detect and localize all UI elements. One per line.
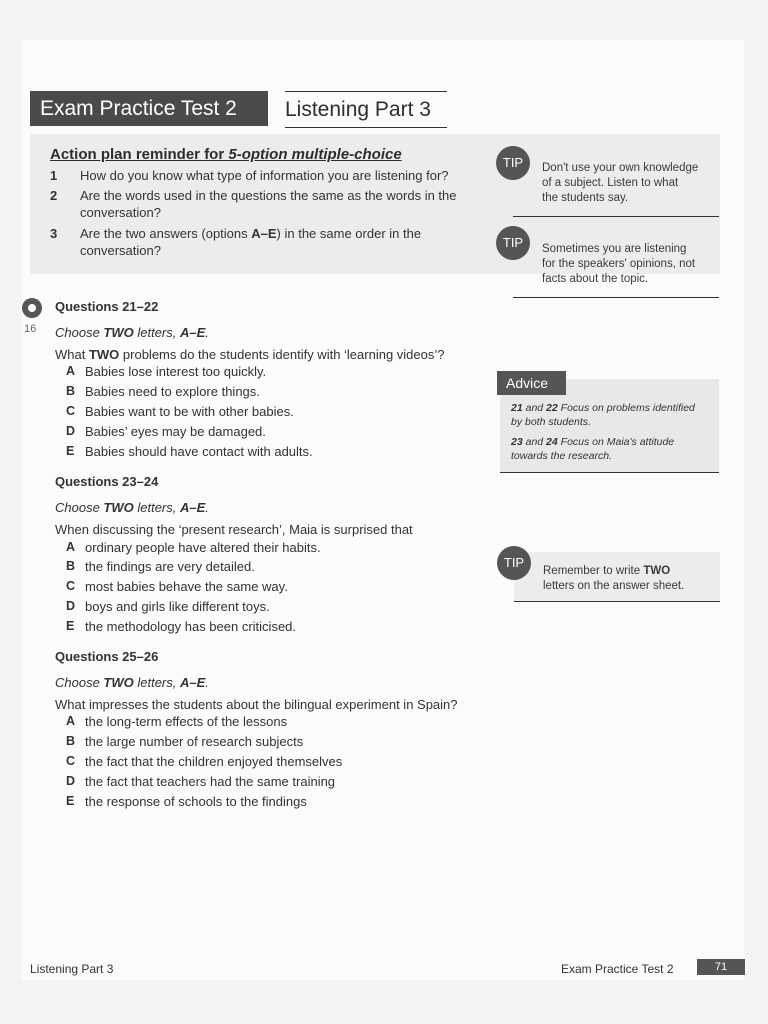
action-plan-title: Action plan reminder for 5-option multiple-choice xyxy=(50,146,402,163)
option-letter: E xyxy=(66,444,75,458)
tip-badge: TIP xyxy=(496,226,530,260)
question-instruction: Choose TWO letters, A–E. xyxy=(55,500,209,515)
advice-text: 21 and 22 Focus on problems identified xyxy=(511,402,695,414)
option-letter: D xyxy=(66,424,76,438)
action-item-text: conversation? xyxy=(80,205,161,220)
advice-text: by both students. xyxy=(511,416,591,428)
option-text: the large number of research subjects xyxy=(85,734,304,749)
option-letter: A xyxy=(66,540,76,554)
option-text: ordinary people have altered their habits. xyxy=(85,540,321,555)
action-item-text: Are the words used in the questions the same as the words in the xyxy=(80,188,457,203)
question-stem: What TWO problems do the students identify with ‘learning videos’? xyxy=(55,347,445,362)
option-text: the long-term effects of the lessons xyxy=(85,714,288,729)
question-instruction: Choose TWO letters, A–E. xyxy=(55,675,209,690)
option-text: the findings are very detailed. xyxy=(85,559,255,574)
advice-text: 23 and 24 Focus on Maia's attitude xyxy=(511,436,675,448)
audio-cd-icon xyxy=(22,298,42,318)
action-item-text: How do you know what type of information you are listening for? xyxy=(80,168,449,183)
option-letter: D xyxy=(66,599,76,613)
tip-text: for the speakers' opinions, not xyxy=(542,258,696,270)
tip-text: of a subject. Listen to what xyxy=(542,177,679,189)
option-letter: B xyxy=(66,559,76,573)
action-item-number: 2 xyxy=(50,188,58,203)
advice-label: Advice xyxy=(497,371,566,395)
action-item-number: 1 xyxy=(50,168,58,183)
tip-text: the students say. xyxy=(542,192,629,204)
question-group-heading: Questions 25–26 xyxy=(55,649,159,664)
tip-divider xyxy=(513,216,719,217)
action-item-text: conversation? xyxy=(80,243,161,258)
option-letter: E xyxy=(66,794,75,808)
option-letter: C xyxy=(66,404,76,418)
option-letter: D xyxy=(66,774,76,788)
tip-badge: TIP xyxy=(496,146,530,180)
option-text: boys and girls like different toys. xyxy=(85,599,270,614)
audio-track-number: 16 xyxy=(24,323,37,335)
tip-text: Don't use your own knowledge xyxy=(542,162,699,174)
question-stem: What impresses the students about the bilingual experiment in Spain? xyxy=(55,697,458,712)
tip-text: Remember to write TWO xyxy=(543,565,671,577)
tip-badge: TIP xyxy=(497,546,531,580)
action-item-number: 3 xyxy=(50,226,58,241)
option-text: Babies lose interest too quickly. xyxy=(85,364,267,379)
tip-divider xyxy=(513,297,719,298)
option-text: the methodology has been criticised. xyxy=(85,619,297,634)
option-text: most babies behave the same way. xyxy=(85,579,288,594)
page-number: 71 xyxy=(697,959,745,975)
option-letter: B xyxy=(66,734,76,748)
question-instruction: Choose TWO letters, A–E. xyxy=(55,325,209,340)
action-item-text: Are the two answers (options A–E) in the same order in the xyxy=(80,226,422,241)
advice-text: towards the research. xyxy=(511,450,612,462)
question-stem: When discussing the ‘present research’, Maia is surprised that xyxy=(55,522,413,537)
option-text: Babies want to be with other babies. xyxy=(85,404,294,419)
listening-part-title: Listening Part 3 xyxy=(285,91,447,128)
option-letter: E xyxy=(66,619,75,633)
footer-test-label: Exam Practice Test 2 xyxy=(561,962,674,976)
tip-text: letters on the answer sheet. xyxy=(543,580,685,592)
option-letter: B xyxy=(66,384,76,398)
advice-divider xyxy=(500,472,719,473)
option-text: the response of schools to the findings xyxy=(85,794,307,809)
option-text: Babies should have contact with adults. xyxy=(85,444,313,459)
option-letter: C xyxy=(66,579,76,593)
tip-divider xyxy=(514,601,720,602)
question-group-heading: Questions 23–24 xyxy=(55,474,159,489)
option-letter: C xyxy=(66,754,76,768)
footer-section-label: Listening Part 3 xyxy=(30,962,114,976)
question-group-heading: Questions 21–22 xyxy=(55,299,159,314)
tip-text: Sometimes you are listening xyxy=(542,243,687,255)
option-text: Babies’ eyes may be damaged. xyxy=(85,424,266,439)
option-text: the fact that teachers had the same training xyxy=(85,774,336,789)
exam-practice-title: Exam Practice Test 2 xyxy=(30,91,268,126)
option-letter: A xyxy=(66,364,76,378)
option-text: Babies need to explore things. xyxy=(85,384,260,399)
option-text: the fact that the children enjoyed themselves xyxy=(85,754,343,769)
tip-text: facts about the topic. xyxy=(542,273,649,285)
option-letter: A xyxy=(66,714,76,728)
